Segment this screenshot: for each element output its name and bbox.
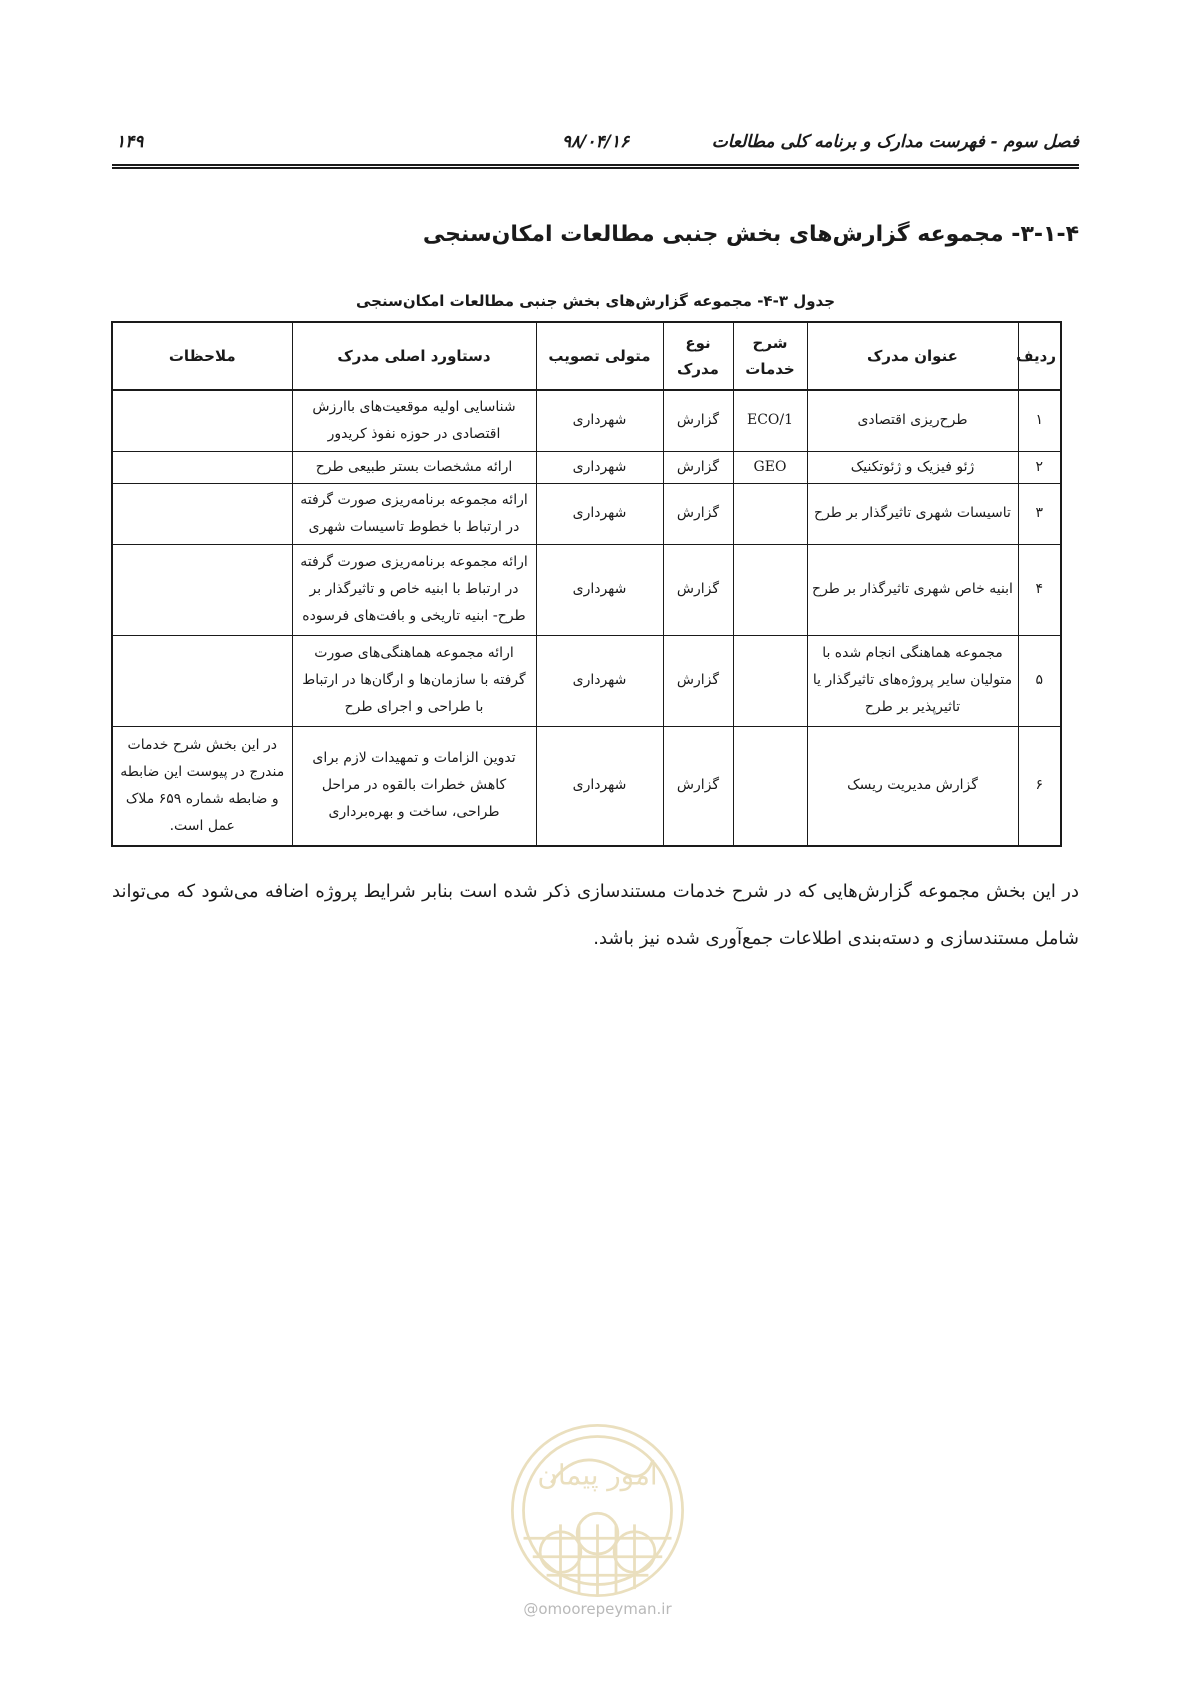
notes-cell — [112, 390, 292, 451]
header-cell: متولی تصویب — [536, 322, 663, 390]
row-number-cell: ۴ — [1018, 544, 1061, 635]
watermark-logo-text: امور پیمان — [537, 1458, 658, 1492]
approver-cell: شهرداری — [536, 451, 663, 483]
body-paragraph: در این بخش مجموعه گزارش‌هایی که در شرح خدمات مستندسازی ذکر شده است بنابر شرایط پروژه اضافه می‌شود که می‌تواند شامل مستندسازی و دسته‌بندی اطلاعات جمع‌آوری شده نیز باشد. — [112, 881, 1079, 949]
approver-cell: شهرداری — [536, 390, 663, 451]
row-number-cell: ۲ — [1018, 451, 1061, 483]
notes-cell — [112, 451, 292, 483]
approver-cell: شهرداری — [536, 483, 663, 544]
table-row — [112, 483, 1061, 544]
approver-cell: شهرداری — [536, 635, 663, 726]
row-number-cell: ۵ — [1018, 635, 1061, 726]
table-row — [112, 635, 1061, 726]
row-number-cell: ۶ — [1018, 726, 1061, 846]
header-cell: عنوان مدرک — [807, 322, 1018, 390]
service-code-cell: ECO/1 — [733, 390, 807, 451]
notes-cell — [112, 635, 292, 726]
header-cell: نوع مدرک — [663, 322, 733, 390]
document-type-cell: گزارش — [663, 544, 733, 635]
header-cell: شرح خدمات — [733, 322, 807, 390]
section-title: ۳-۱-۴- مجموعه گزارش‌های بخش جنبی مطالعات امکان‌سنجی — [422, 222, 1079, 247]
service-code-cell — [733, 483, 807, 544]
main-output-cell: تدوین الزامات و تمهیدات لازم برای کاهش خطرات بالقوه در مراحل طراحی، ساخت و بهره‌برداری — [292, 726, 536, 846]
document-title-cell: ابنیه خاص شهری تاثیرگذار بر طرح — [807, 544, 1018, 635]
table-header-row — [112, 322, 1061, 390]
service-code-cell — [733, 635, 807, 726]
watermark-url: @omoorepeyman.ir — [523, 1600, 672, 1618]
chapter-title: فصل سوم - فهرست مدارک و برنامه کلی مطالعات — [711, 132, 1079, 152]
notes-cell — [112, 483, 292, 544]
table-caption: جدول ۳-۴- مجموعه گزارش‌های بخش جنبی مطالعات امکان‌سنجی — [355, 292, 836, 310]
main-output-cell: ارائه مجموعه برنامه‌ریزی صورت گرفته در ارتباط با خطوط تاسیسات شهری — [292, 483, 536, 544]
document-title-cell: تاسیسات شهری تاثیرگذار بر طرح — [807, 483, 1018, 544]
row-number-cell: ۳ — [1018, 483, 1061, 544]
service-code-cell — [733, 726, 807, 846]
document-title-cell: گزارش مدیریت ریسک — [807, 726, 1018, 846]
watermark-logo — [505, 1418, 690, 1603]
header-cell: ردیف — [1018, 322, 1061, 390]
approver-cell: شهرداری — [536, 544, 663, 635]
header-date: ۹۸/۰۴/۱۶ — [561, 132, 630, 152]
documents-table — [111, 321, 1062, 847]
header-cell: دستاورد اصلی مدرک — [292, 322, 536, 390]
document-type-cell: گزارش — [663, 390, 733, 451]
table-row — [112, 390, 1061, 451]
document-type-cell: گزارش — [663, 635, 733, 726]
approver-cell: شهرداری — [536, 726, 663, 846]
service-code-cell — [733, 544, 807, 635]
row-number-cell: ۱ — [1018, 390, 1061, 451]
table-row — [112, 544, 1061, 635]
service-code-cell: GEO — [733, 451, 807, 483]
document-type-cell: گزارش — [663, 726, 733, 846]
table-row — [112, 451, 1061, 483]
main-output-cell: شناسایی اولیه موقعیت‌های باارزش اقتصادی در حوزه نفوذ کریدور — [292, 390, 536, 451]
table-row — [112, 726, 1061, 846]
document-title-cell: طرح‌ریزی اقتصادی — [807, 390, 1018, 451]
document-type-cell: گزارش — [663, 483, 733, 544]
main-output-cell: ارائه مجموعه هماهنگی‌های صورت گرفته با سازمان‌ها و ارگان‌ها در ارتباط با طراحی و اجرای طرح — [292, 635, 536, 726]
notes-cell: در این بخش شرح خدمات مندرج در پیوست این ضابطه و ضابطه شماره ۶۵۹ ملاک عمل است. — [112, 726, 292, 846]
main-output-cell: ارائه مجموعه برنامه‌ریزی صورت گرفته در ارتباط با ابنیه خاص و تاثیرگذار بر طرح- ابنیه تاریخی و بافت‌های فرسوده — [292, 544, 536, 635]
page-number: ۱۴۹ — [116, 132, 144, 152]
document-title-cell: مجموعه هماهنگی انجام شده با متولیان سایر پروژه‌های تاثیرگذار یا تاثیرپذیر بر طرح — [807, 635, 1018, 726]
page-header — [112, 128, 1079, 169]
notes-cell — [112, 544, 292, 635]
document-type-cell: گزارش — [663, 451, 733, 483]
header-cell: ملاحظات — [112, 322, 292, 390]
main-output-cell: ارائه مشخصات بستر طبیعی طرح — [292, 451, 536, 483]
document-title-cell: ژئو فیزیک و ژئوتکنیک — [807, 451, 1018, 483]
